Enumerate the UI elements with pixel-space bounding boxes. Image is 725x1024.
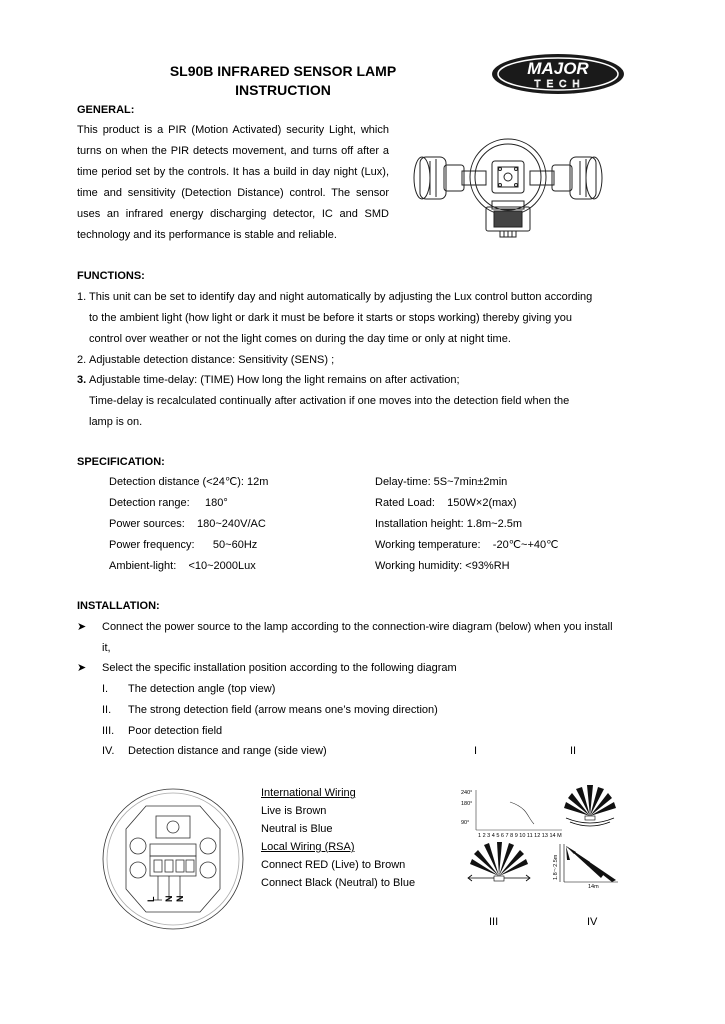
wiring-info xyxy=(261,784,415,892)
logo-text-tech: TECH xyxy=(534,79,586,90)
general-line: This product is a PIR (Motion Activated) security Light, which xyxy=(77,124,389,136)
logo-text-major: MAJOR xyxy=(527,59,589,78)
wiring-red: Connect RED (Live) to Brown xyxy=(261,859,406,871)
function-line: control over weather or not the light comes on during the day time or only at night time. xyxy=(89,333,511,345)
specification-heading: SPECIFICATION: xyxy=(77,456,165,468)
lamp-illustration xyxy=(400,135,620,240)
axis-label: 1 2 3 4 5 6 7 8 9 10 11 12 13 14 M xyxy=(478,833,562,839)
general-line: technology and its performance is stable and reliable. xyxy=(77,229,337,241)
spec-item: Rated Load: 150W×2(max) xyxy=(375,497,517,509)
terminal-label-n: N xyxy=(164,895,174,902)
installation-heading: INSTALLATION: xyxy=(77,600,160,612)
sub-text: Detection distance and range (side view) xyxy=(128,745,327,757)
sub-text: The detection angle (top view) xyxy=(128,683,276,695)
installation-line: Connect the power source to the lamp according to the connection-wire diagram (below) when you install xyxy=(102,621,613,633)
spec-item: Ambient-light: <10~2000Lux xyxy=(109,560,256,572)
terminal-label-n2: N xyxy=(175,895,185,902)
general-paragraph xyxy=(77,120,389,246)
functions-heading: FUNCTIONS: xyxy=(77,270,145,282)
function-line: Time-delay is recalculated continually after activation if one moves into the detection field when the xyxy=(89,395,570,407)
sub-num: IV. xyxy=(102,745,115,757)
diagram-IV-side-view xyxy=(546,840,622,890)
general-line: uses an infrared energy discharging detector, IC and SMD xyxy=(77,208,389,220)
terminal-label-l: L xyxy=(146,896,156,902)
height-label: 1.8～2.5m xyxy=(553,854,559,880)
angle-label-180: 180° xyxy=(461,801,473,807)
spec-item: Installation height: 1.8m~2.5m xyxy=(375,518,523,530)
diagram-label-I: I xyxy=(474,745,478,757)
function-item-1 xyxy=(89,287,629,350)
major-tech-logo xyxy=(490,52,626,96)
sub-text: The strong detection field (arrow means one’s moving direction) xyxy=(128,704,438,716)
wiring-neutral: Neutral is Blue xyxy=(261,823,333,835)
local-wiring-heading: Local Wiring (RSA) xyxy=(261,841,355,853)
spec-item: Power frequency: 50~60Hz xyxy=(109,539,258,551)
general-line: time and sensitivity (Detection Distance) control. The sensor xyxy=(77,187,389,199)
function-line: This unit can be set to identify day and night automatically by adjusting the Lux control button according xyxy=(89,291,593,303)
page-title-line2: INSTRUCTION xyxy=(235,82,331,98)
function-line: lamp is on. xyxy=(89,416,143,428)
sub-num: II. xyxy=(102,704,112,716)
general-line: turns on when the PIR detects movement, and turns off after a xyxy=(77,145,389,157)
international-wiring-heading: International Wiring xyxy=(261,787,356,799)
spec-left-column xyxy=(109,472,268,577)
general-heading: GENERAL: xyxy=(77,104,135,116)
diagram-I-detection-angle xyxy=(458,784,566,842)
diagram-label-IV: IV xyxy=(587,916,598,928)
page-title-line1: SL90B INFRARED SENSOR LAMP xyxy=(169,63,397,79)
angle-label-240: 240° xyxy=(461,790,473,796)
sub-num: I. xyxy=(102,683,109,695)
distance-label: 14m xyxy=(588,884,599,890)
spec-item: Detection distance (<24℃): 12m xyxy=(109,476,269,488)
arrow-bullet-icon: ➤ xyxy=(77,662,87,674)
diagram-label-II: II xyxy=(570,745,577,757)
installation-bullet-2: Select the specific installation position according to the following diagram xyxy=(102,662,457,674)
spec-right-column xyxy=(375,472,558,577)
function-line: Adjustable detection distance: Sensitivity (SENS) ; xyxy=(89,354,335,366)
sub-num: III. xyxy=(102,725,115,737)
function-num-3: 3. xyxy=(77,374,87,386)
function-item-3 xyxy=(89,370,629,433)
function-line: Adjustable time-delay: (TIME) How long the light remains on after activation; xyxy=(89,374,460,386)
arrow-bullet-icon: ➤ xyxy=(77,621,87,633)
wiring-black: Connect Black (Neutral) to Blue xyxy=(261,877,416,889)
sub-text: Poor detection field xyxy=(128,725,223,737)
angle-label-90: 90° xyxy=(461,820,470,826)
function-num-2: 2. xyxy=(77,354,87,366)
wiring-base-illustration xyxy=(98,784,248,934)
installation-bullet-1 xyxy=(102,617,627,659)
diagram-II-strong-field xyxy=(560,784,620,828)
function-num-1: 1. xyxy=(77,291,87,303)
spec-item: Power sources: 180~240V/AC xyxy=(109,518,266,530)
diagram-label-III: III xyxy=(489,916,499,928)
spec-item: Detection range: 180° xyxy=(109,497,228,509)
spec-item: Working temperature: -20℃~+40℃ xyxy=(375,539,559,551)
function-line: to the ambient light (how light or dark it must be before it starts or stops working) thereby giving you xyxy=(89,312,573,324)
diagram-III-poor-field xyxy=(464,842,534,888)
spec-item: Working humidity: <93%RH xyxy=(375,560,510,572)
wiring-live: Live is Brown xyxy=(261,805,327,817)
installation-line: it, xyxy=(102,642,111,654)
spec-item: Delay-time: 5S~7min±2min xyxy=(375,476,508,488)
general-line: time period set by the controls. It has a build in day night (Lux), xyxy=(77,166,389,178)
